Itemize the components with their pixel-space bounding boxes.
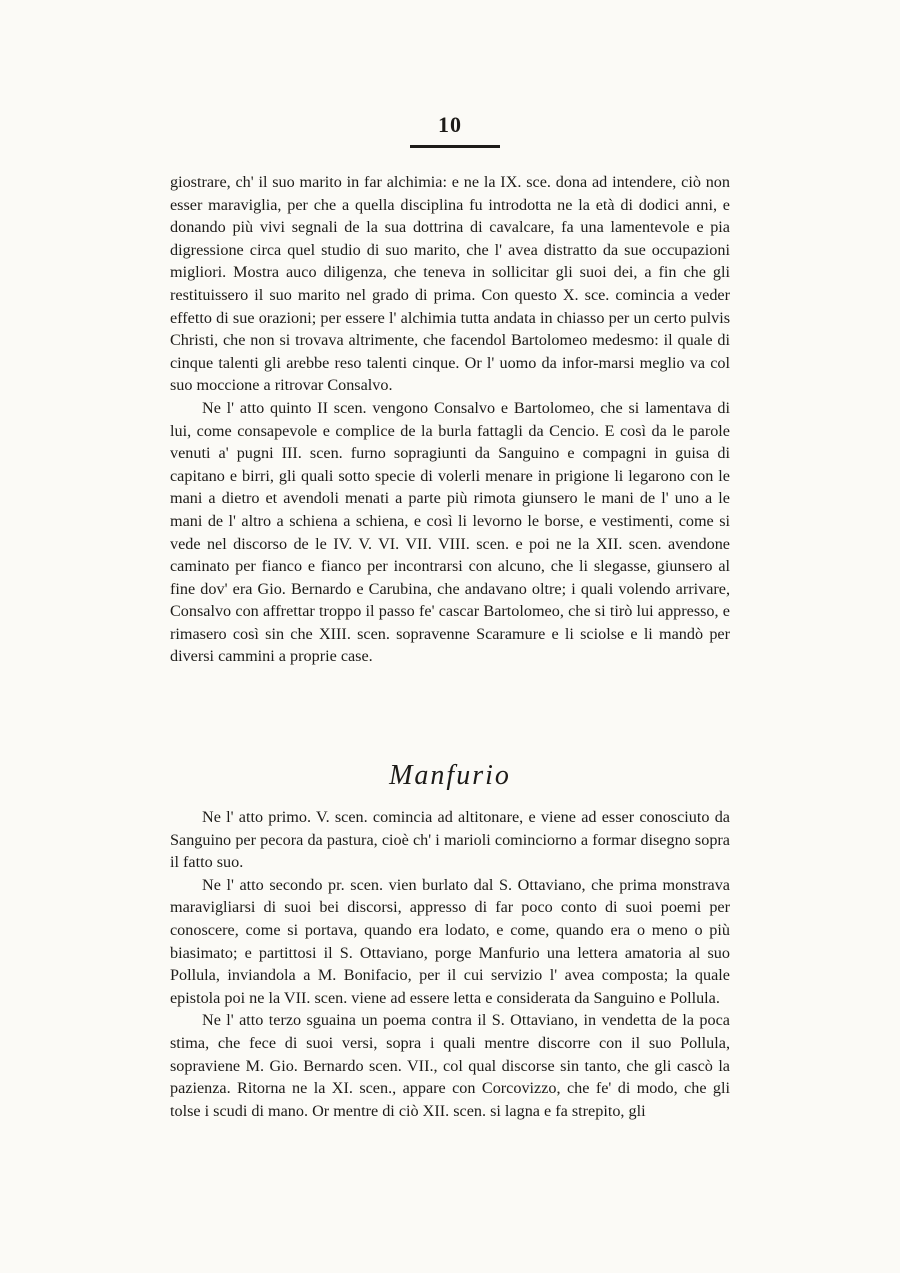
page-number: 10 <box>438 112 462 137</box>
page-number-rule <box>410 145 500 148</box>
paragraph: Ne l' atto primo. V. scen. comincia ad altitonare, e viene ad esser conosciuto da Sanguino per pecora da pastura, cioè ch' i marioli cominciorno a formar disegno sopra il fatto suo. <box>170 808 730 872</box>
paragraph: giostrare, ch' il suo marito in far alchimia: e ne la IX. sce. dona ad intendere, ciò non esser maraviglia, per che a quella disciplina fu introdotta ne la età di dodici anni, e donando più vivi segnali de la sua dottrina di cavalcare, fa una lamentevole e pia digressione circa quel studio di suo marito, che l' avea distratto da sue occupazioni migliori. Mostra auco diligenza, che teneva in sollicitar gli suoi dei, a fin che gli restituissero il suo marito nel grado di prima. Con questo X. sce. comincia a veder effetto di sue orazioni; per essere l' alchimia tutta andata in chiasso per un certo pulvis Christi, che non si trovava altrimente, che facendol Bartolomeo medesmo: il quale di cinque talenti gli arebbe reso talenti cinque. Or l' uomo da infor-marsi meglio va col suo moccione a ritrovar Consalvo. <box>170 173 730 395</box>
text-section-first <box>170 171 730 668</box>
paragraph: Ne l' atto quinto II scen. vengono Consalvo e Bartolomeo, che si lamentava di lui, come consapevole e complice de la burla fattagli da Cencio. E così da le parole venuti a' pugni III. scen. furno sopragiunti da Sanguino e compagni in guisa di capitano e birri, gli quali sotto specie di volerli menare in prigione li legarono con le mani a dietro et avendoli menati a parte più rimota giunsero le mani de l' uno a le mani de l' altro a schiena a schiena, e così li levorno le borse, e vestimenti, come si vede nel discorso de le IV. V. VI. VII. VIII. scen. e poi ne la XII. scen. avendone caminato per fianco e fianco per incontrarsi con alcuno, che li slegasse, giunsero al fine dov' era Gio. Bernardo e Carubina, che andavano oltre; i quali volendo arrivare, Consalvo con affrettar troppo il passo fe' cascar Bartolomeo, che si tirò lui appresso, e rimasero così sin che XIII. scen. sopravenne Scaramure e li sciolse e li mandò per diversi cammini a proprie case. <box>170 398 730 666</box>
paragraph: Ne l' atto secondo pr. scen. vien burlato dal S. Ottaviano, che prima monstrava maravigliarsi di suoi bei discorsi, appresso di far poco conto di suoi poemi per conoscere, come si portava, quando era lodato, e come, quando era o meno o più biasimato; e partittosi il S. Ottaviano, porge Manfurio una lettera amatoria al suo Pollula, inviandola a M. Bonifacio, per il cui servizio l' avea composta; la quale epistola poi ne la VII. scen. viene ad essere letta e considerata da Sanguino e Pollula. <box>170 875 730 1007</box>
text-section-second <box>170 806 730 1122</box>
paragraph: Ne l' atto terzo sguaina un poema contra il S. Ottaviano, in vendetta de la poca stima, che fece di suoi versi, sopra i quali mentre discorre con il suo Pollula, sopraviene M. Gio. Bernardo scen. VII., col qual discorse sin tanto, che gli cascò la pazienza. Ritorna ne la XI. scen., appare con Corcovizzo, che fe' di modo, che gli tolse i scudi di mano. Or mentre di ciò XII. scen. si lagna e fa strepito, gli <box>170 1011 730 1120</box>
section-heading: Manfurio <box>389 760 511 791</box>
